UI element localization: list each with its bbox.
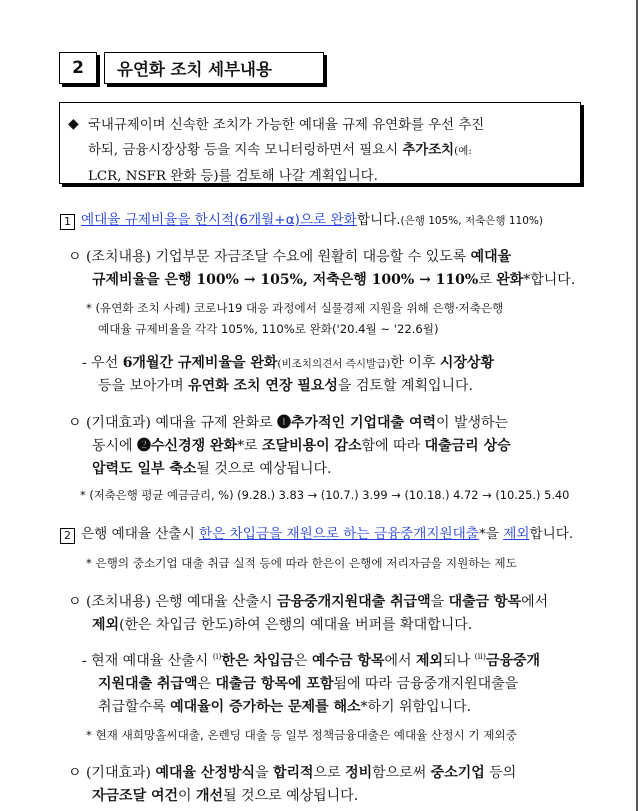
diamond-bullet-icon: ◆ xyxy=(68,116,79,132)
item1-heading: 1 예대율 규제비율을 한시적(6개월+α)으로 완화합니다.(은행 105%, 저축은행 110%) xyxy=(60,208,543,230)
item2-effect-line-1: ㅇ (기대효과) 예대율 산정방식을 합리적으로 정비함으로써 중소기업 등의 xyxy=(68,765,517,781)
summary-line-1: 국내규제이며 신속한 조치가 가능한 예대율 규제 유연화를 우선 추진 xyxy=(88,118,485,133)
item1-content-line-1: ㅇ (조치내용) 기업부문 자금조달 수요에 원활히 대응할 수 있도록 예대율 xyxy=(68,249,512,265)
item1-dash-line-1: - 우선 6개월간 규제비율을 완화(비조치의견서 즉시발급)한 이후 시장상황 xyxy=(82,355,494,371)
item2-number-box: 2 xyxy=(60,528,75,544)
item2-effect-line-2: 자금조달 여건이 개선될 것으로 예상됩니다. xyxy=(92,788,359,804)
item1-effect-line-2: 동시에 ❷수신경쟁 완화*로 조달비용이 감소함에 따라 대출금리 상승 xyxy=(92,438,511,454)
item1-number-box: 1 xyxy=(60,214,75,230)
item2-dash-line-2: 지원대출 취급액은 대출금 항목에 포함됨에 따라 금융중개지원대출을 xyxy=(98,676,519,692)
summary-line-2: 하되, 금융시장상황 등을 지속 모니터링하면서 필요시 추가조치(예: xyxy=(88,142,472,158)
item1-footnote-2: * (저축은행 평균 예금금리, %) (9.28.) 3.83 → (10.7.) 3.99 → (10.18.) 4.72 → (10.25.) 5.40 xyxy=(80,488,570,502)
item2-footnote-1: * 은행의 중소기업 대출 취급 실적 등에 따라 한은이 은행에 저리자금을 지원하는 제도 xyxy=(86,556,517,570)
item2-content-line-1: ㅇ (조치내용) 은행 예대율 산출시 금융중개지원대출 취급액을 대출금 항목에서 xyxy=(68,594,549,610)
item2-heading: 2 은행 예대율 산출시 한은 차입금을 재원으로 하는 금융중개지원대출*을 제외합니다. xyxy=(60,522,573,544)
summary-box xyxy=(59,102,581,184)
section-number: 2 xyxy=(59,52,97,84)
item1-effect-line-1: ㅇ (기대효과) 예대율 규제 완화로 ❶추가적인 기업대출 여력이 발생하는 xyxy=(68,415,509,431)
item1-footnote-1-line-1: * (유연화 조치 사례) 코로나19 대응 과정에서 실물경제 지원을 위해 은행·저축은행 xyxy=(86,301,504,315)
item1-effect-line-3: 압력도 일부 축소될 것으로 예상됩니다. xyxy=(92,461,332,477)
item2-content-line-2: 제외(한은 차입금 한도)하여 은행의 예대율 버퍼를 확대합니다. xyxy=(92,617,473,633)
item1-dash-line-2: 등을 보아가며 유연화 조치 연장 필요성을 검토할 계획입니다. xyxy=(98,378,473,394)
item2-dash-line-1: - 현재 예대율 산출시 $^{(i)}$한은 차입금은 예수금 항목에서 제외되나 $^{(ii)}$금융중개 xyxy=(82,652,541,669)
item2-footnote-2: * 현재 새희망홀씨대출, 온렌딩 대출 등 일부 정책금융대출은 예대율 산정시 기 제외중 xyxy=(86,728,517,742)
item1-content-line-2: 규제비율을 은행 100% → 105%, 저축은행 100% → 110%로 완화*합니다. xyxy=(92,272,576,288)
item2-dash-line-3: 취급할수록 예대율이 증가하는 문제를 해소*하기 위함입니다. xyxy=(98,699,472,715)
item1-footnote-1-line-2: 예대율 규제비율을 각각 105%, 110%로 완화('20.4월 ~ '22.6월) xyxy=(98,322,439,336)
section-title: 유연화 조치 세부내용 xyxy=(104,52,324,84)
summary-line-3: LCR, NSFR 완화 등)를 검토해 나갈 계획입니다. xyxy=(88,169,378,184)
